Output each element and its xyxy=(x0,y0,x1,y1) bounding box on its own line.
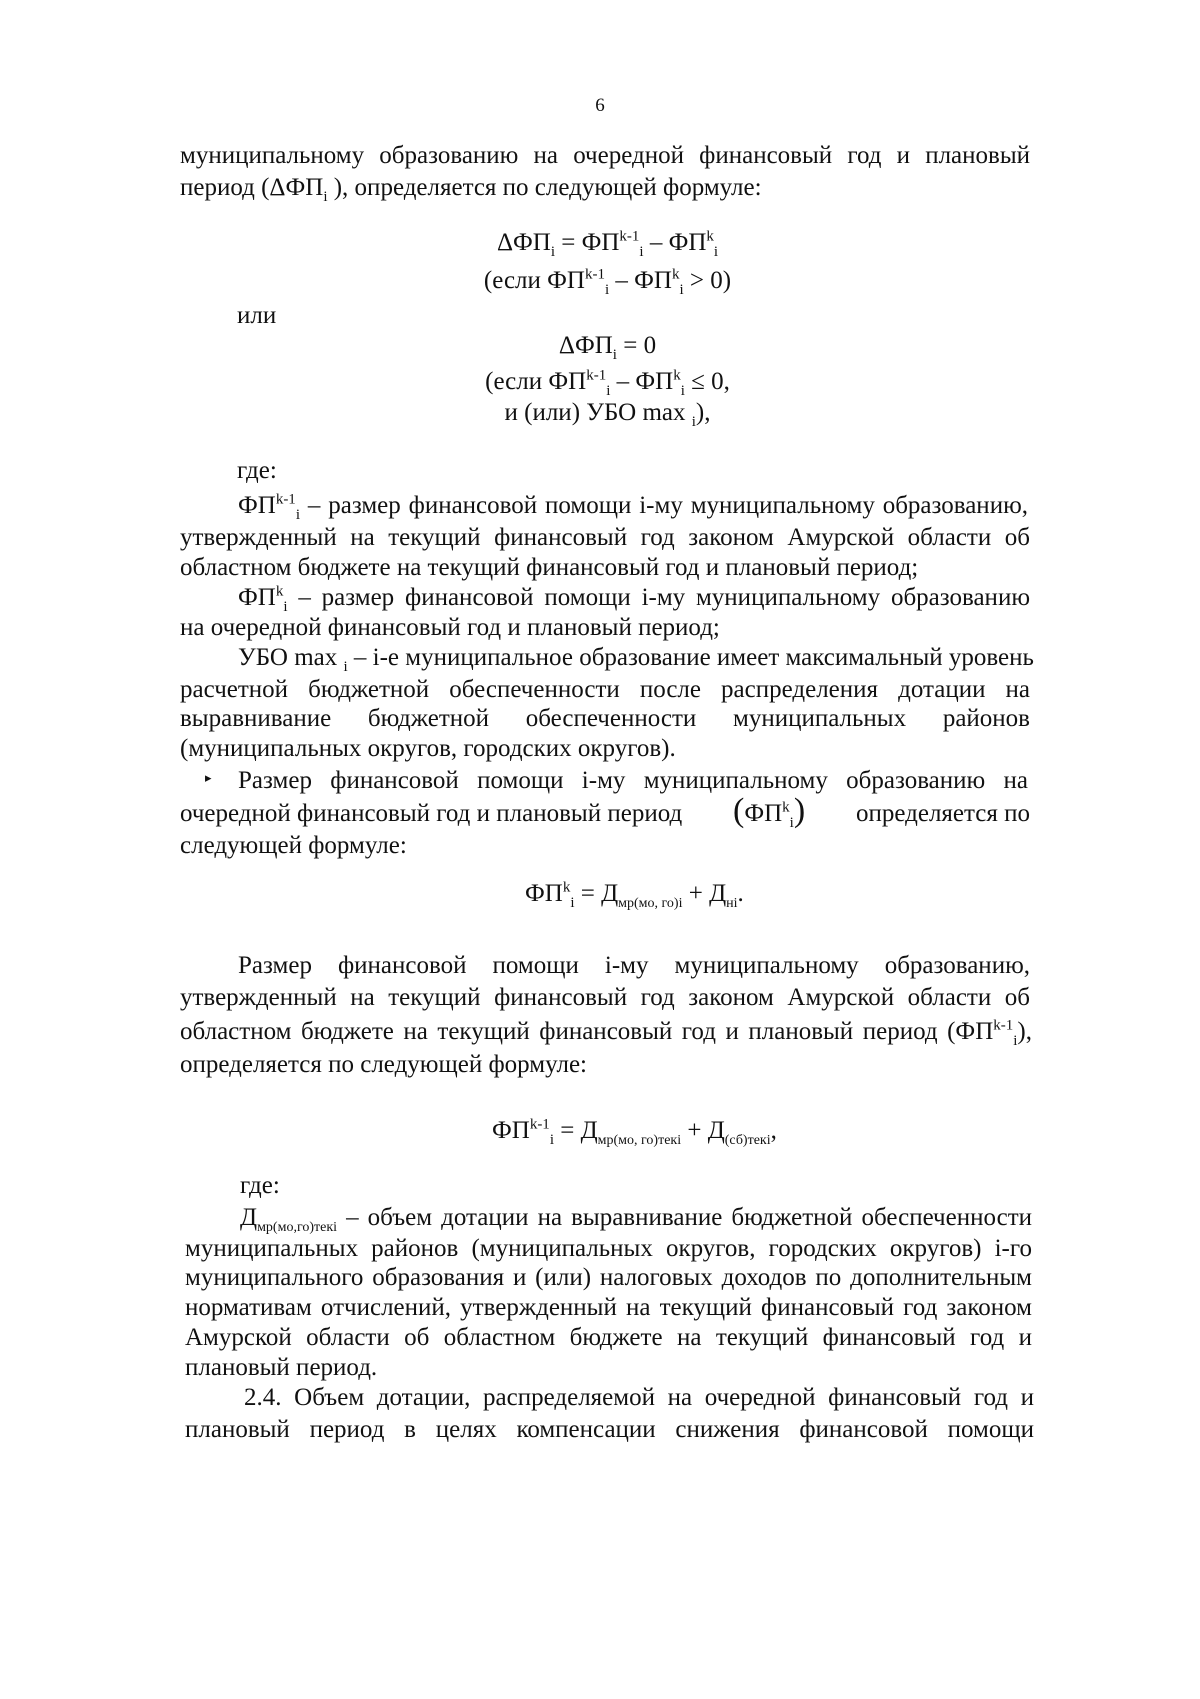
formula-condition: (если $ФП^{k-1}_i - ФП^k_i > 0$) xyxy=(483,266,732,298)
paragraph-line: утвержденный на текущий финансовый год законом Амурской области об xyxy=(180,984,1030,1011)
paragraph-line: Размер финансовой помощи i-му муниципальному образованию, xyxy=(238,952,1030,979)
formula-condition: и (или) УБО max $_i$), xyxy=(504,399,711,430)
definition-line: $ФП^k_i$ – размер финансовой помощи i-му муниципальному образованию xyxy=(238,583,1030,615)
definition-line: (муниципальных округов, городских округов). xyxy=(180,735,676,762)
formula-delta-zero: $\Delta ФП_i = 0$ xyxy=(558,332,657,363)
paragraph-line: 2.4. Объем дотации, распределяемой на очередной финансовый год и xyxy=(244,1384,1034,1411)
or-word: или xyxy=(237,302,277,329)
formula-fp-k1: $ФП^{k-1}_i = Д_{мр(мо, го)текi} + Д_{(сб)текi}$, xyxy=(492,1116,777,1148)
page-number: 6 xyxy=(595,95,605,116)
paragraph-line: Размер финансовой помощи i-му муниципальному образованию на xyxy=(238,767,1028,794)
definition-line: на очередной финансовый год и плановый период; xyxy=(180,614,720,641)
where-label: где: xyxy=(237,457,277,484)
definition-line: Амурской области об областном бюджете на текущий финансовый год и xyxy=(185,1324,1032,1351)
definition-line: УБО max $_i$ – i-е муниципальное образование имеет максимальный уровень xyxy=(238,644,1034,675)
inline-formula: $(ФП^k_i)$ xyxy=(733,792,806,831)
paragraph-line: следующей формуле: xyxy=(180,832,407,859)
paragraph-line: определяется по следующей формуле: xyxy=(180,1051,588,1078)
paragraph-line: период ($\Delta ФП_i$ ), определяется по следующей формуле: xyxy=(180,174,762,205)
paragraph-line: плановый период в целях компенсации снижения финансовой помощи xyxy=(185,1416,1034,1443)
formula-condition: (если $ФП^{k-1}_i - ФП^k_i \le 0$, xyxy=(485,367,730,399)
paragraph-line: очередной финансовый год и плановый период $(ФП^k_i)$ определяется по xyxy=(180,792,1030,831)
definition-line: плановый период. xyxy=(185,1354,378,1381)
paragraph-line: муниципальному образованию на очередной финансовый год и плановый xyxy=(180,142,1030,169)
definition-line: выравнивание бюджетной обеспеченности муниципальных районов xyxy=(180,705,1030,732)
paragraph-line: областном бюджете на текущий финансовый год и плановый период $(ФП^{k-1}_i)$, xyxy=(180,1017,1032,1049)
definition-line: расчетной бюджетной обеспеченности после распределения дотации на xyxy=(180,676,1030,703)
definition-line: $Д_{мр(мо,го)текi}$ – объем дотации на выравнивание бюджетной обеспеченности xyxy=(240,1204,1032,1235)
definition-line: муниципальных районов (муниципальных округов, городских округов) i-го xyxy=(185,1235,1032,1262)
definition-line: $ФП^{k-1}_i$ – размер финансовой помощи i-му муниципальному образованию, xyxy=(238,491,1028,523)
formula-fp-k: $ФП^k_i = Д_{мр(мо, го)i} + Д_{нi}$. xyxy=(525,879,744,911)
definition-line: утвержденный на текущий финансовый год законом Амурской области об xyxy=(180,524,1030,551)
definition-line: муниципального образования и (или) налоговых доходов по дополнительным xyxy=(185,1264,1032,1291)
formula-delta-fp: $\Delta ФП_i = ФП^{k-1}_i - ФП^k_i$ xyxy=(496,228,719,260)
definition-line: областном бюджете на текущий финансовый год и плановый период; xyxy=(180,554,919,581)
where-label: где: xyxy=(240,1172,280,1199)
margin-mark: ▸ xyxy=(205,770,212,785)
definition-line: нормативам отчислений, утвержденный на текущий финансовый год законом xyxy=(185,1294,1032,1321)
